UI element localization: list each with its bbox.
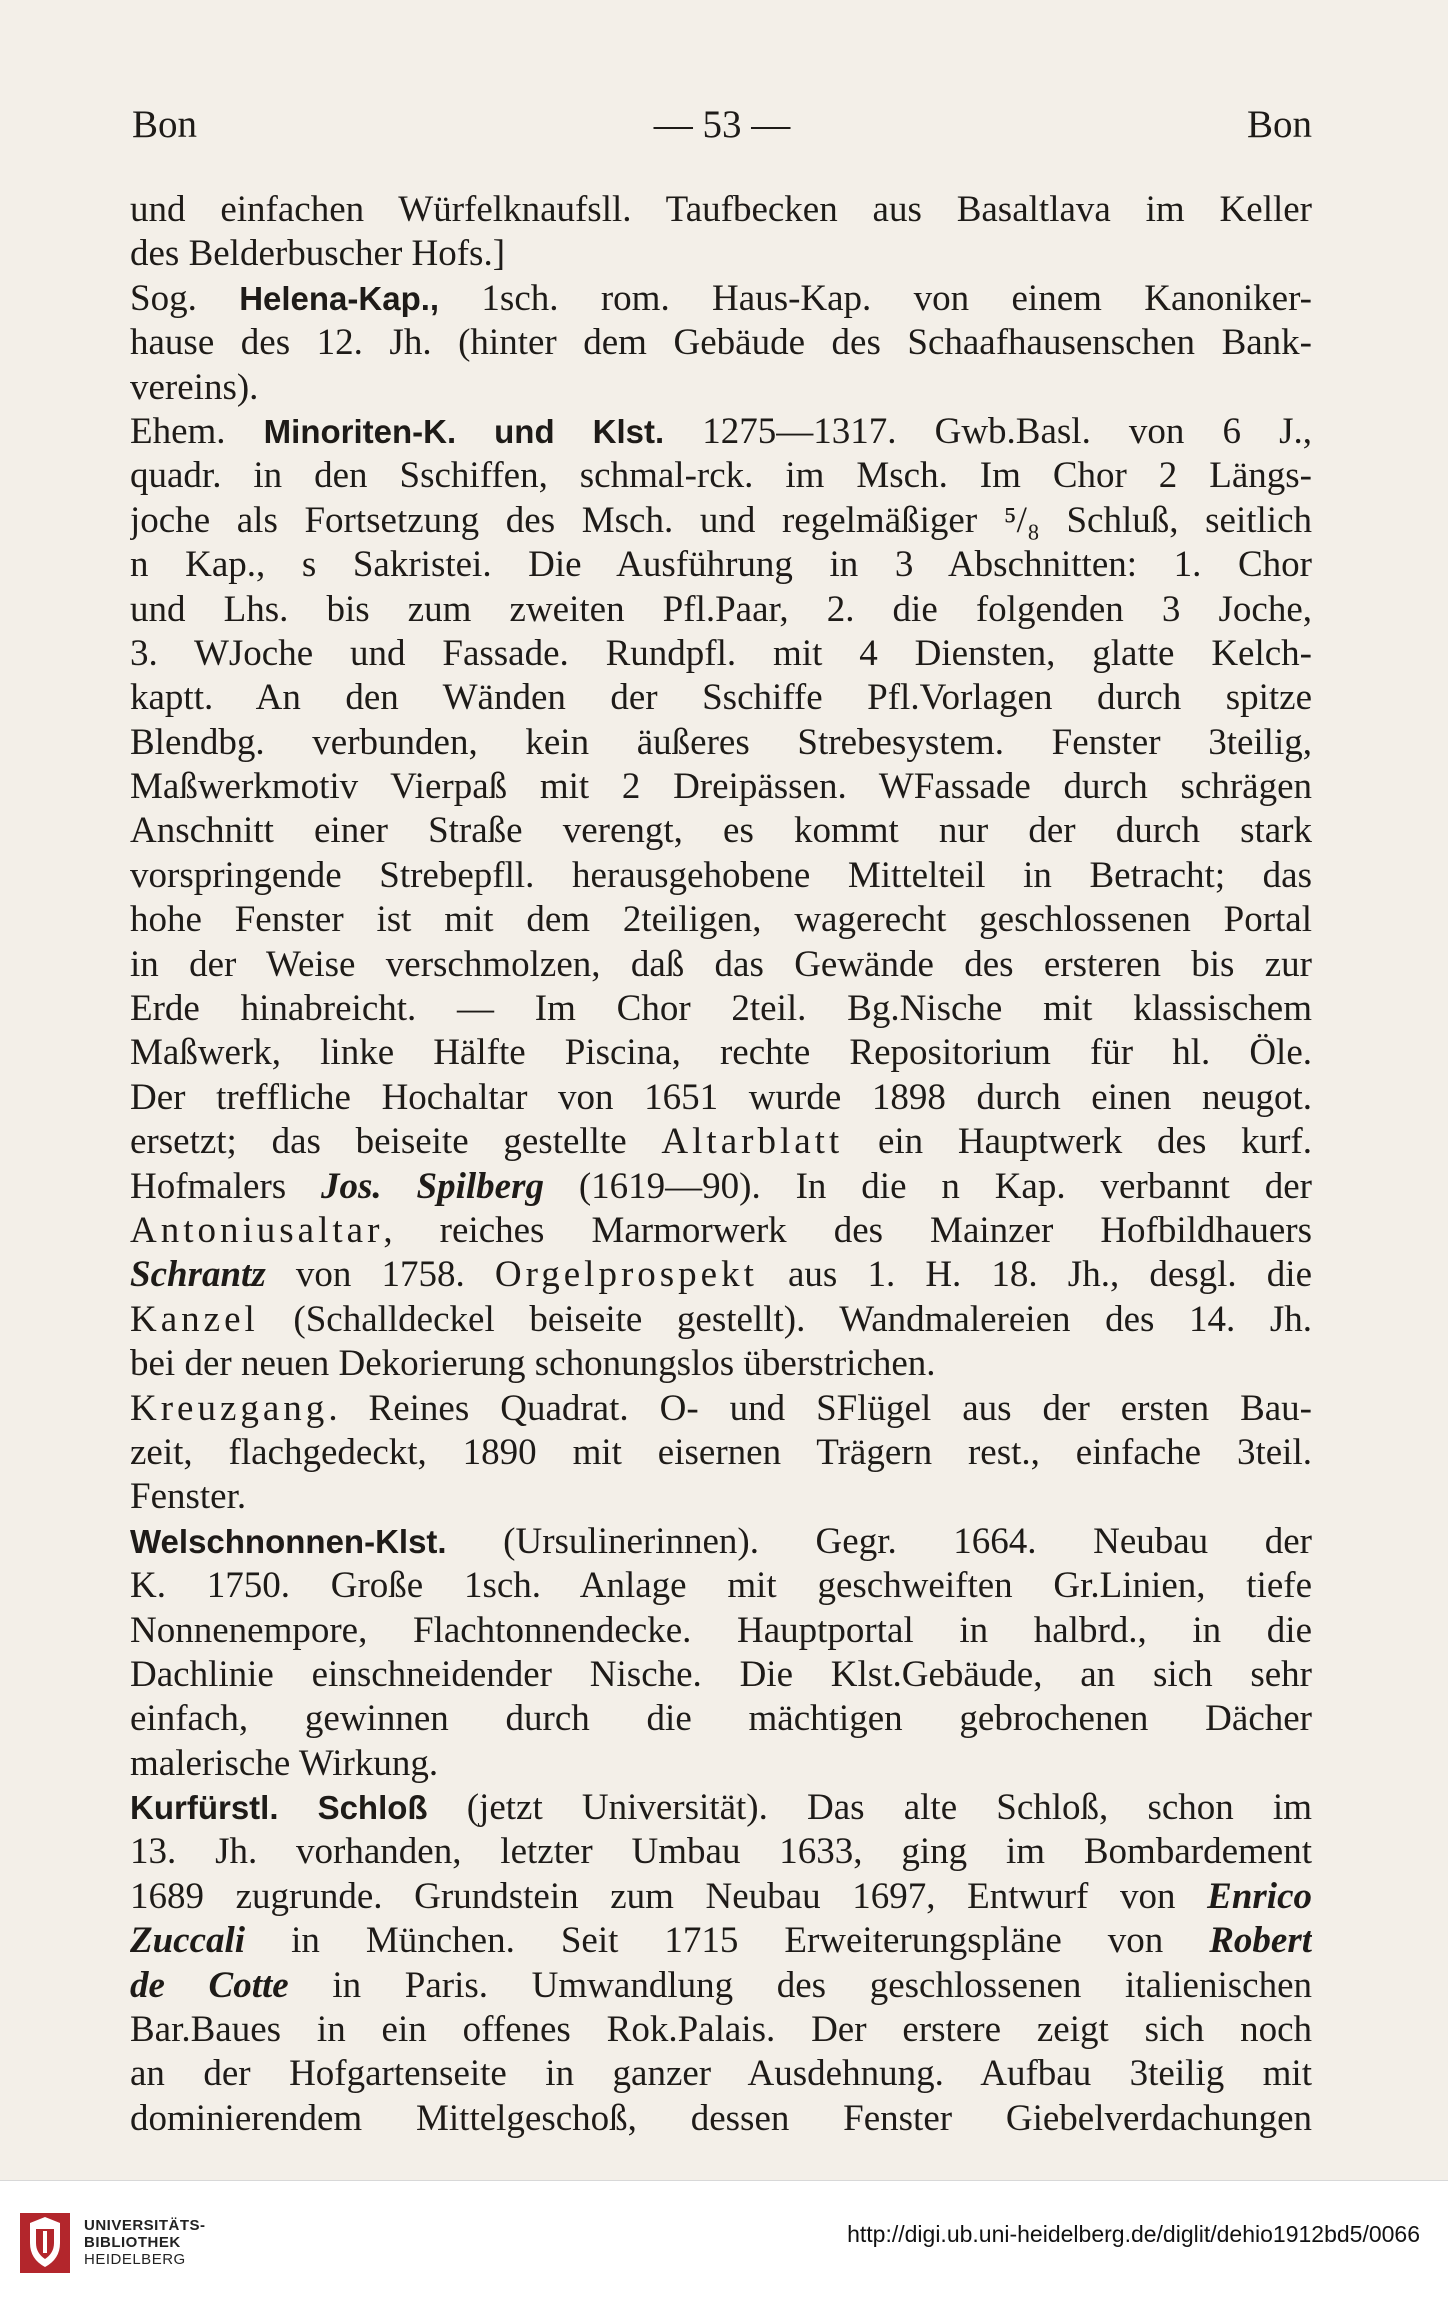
text-line: ersetzt; das beiseite gestellte Altarblatt ein Hauptwerk des kurf. [130, 1121, 1312, 1163]
text-line: bei der neuen Dekorierung schonungslos überstrichen. [130, 1343, 936, 1385]
text-line: Kreuzgang. Reines Quadrat. O- und SFlügel aus der ersten Bau- [130, 1387, 1312, 1429]
text-line: hause des 12. Jh. (hinter dem Gebäude des Schaafhausenschen Bank- [130, 322, 1312, 364]
text-line: malerische Wirkung. [130, 1742, 439, 1784]
text-line: 1689 zugrunde. Grundstein zum Neubau 1697, Entwurf von Enrico [130, 1875, 1312, 1917]
text-line: Bar.Baues in ein offenes Rok.Palais. Der erstere zeigt sich noch [130, 2009, 1312, 2051]
spaced-term: Kanzel [130, 1298, 259, 1340]
artist-name: Robert [1209, 1920, 1312, 1962]
text-line: kaptt. An den Wänden der Sschiffe Pfl.Vorlagen durch spitze [130, 677, 1312, 719]
text-line: Schrantz von 1758. Orgelprospekt aus 1. H. 18. Jh., desgl. die [130, 1254, 1312, 1296]
running-header [132, 102, 1312, 158]
artist-name: Enrico [1207, 1875, 1312, 1917]
text-line: Zuccali in München. Seit 1715 Erweiterungspläne von Robert [130, 1920, 1312, 1962]
header-left: Bon [132, 103, 198, 146]
spaced-term: Antoniusaltar [130, 1209, 384, 1251]
text-line: Hofmalers Jos. Spilberg (1619—90). In die n Kap. verbannt der [130, 1165, 1312, 1207]
text-line: in der Weise verschmolzen, daß das Gewände des ersteren bis zur [130, 943, 1312, 985]
text-line: joche als Fortsetzung des Msch. und regelmäßiger ⁵/₈ Schluß, seitlich [130, 499, 1312, 541]
text-line: Blendbg. verbunden, kein äußeres Strebesystem. Fenster 3teilig, [130, 721, 1312, 763]
text-line: Maßwerk, linke Hälfte Piscina, rechte Repositorium für hl. Öle. [130, 1032, 1312, 1074]
page-number: — 53 — [653, 103, 791, 146]
text-line: an der Hofgartenseite in ganzer Ausdehnung. Aufbau 3teilig mit [130, 2053, 1312, 2095]
text-line: Der treffliche Hochaltar von 1651 wurde 1898 durch einen neugot. [130, 1076, 1312, 1118]
header-right: Bon [1246, 103, 1312, 146]
text-line: Welschnonnen-Klst. (Ursulinerinnen). Gegr. 1664. Neubau der [130, 1520, 1312, 1562]
text-line: 3. WJoche und Fassade. Rundpfl. mit 4 Diensten, glatte Kelch- [130, 632, 1312, 674]
artist-name: Jos. Spilberg [321, 1165, 544, 1207]
text-line: Maßwerkmotiv Vierpaß mit 2 Dreipässen. WFassade durch schrägen [130, 766, 1312, 808]
library-name: UNIVERSITÄTS- BIBLIOTHEK HEIDELBERG [84, 2217, 206, 2268]
text-line: Sog. Helena-Kap., 1sch. rom. Haus-Kap. von einem Kanoniker- [130, 277, 1312, 319]
artist-name: de Cotte [130, 1964, 289, 2006]
entry-heading: Minoriten-K. und Klst. [263, 412, 665, 450]
text-line: Nonnenempore, Flachtonnendecke. Hauptportal in halbrd., in die [130, 1609, 1312, 1651]
entry-heading: Kurfürstl. Schloß [130, 1789, 428, 1827]
text-line: dominierendem Mittelgeschoß, dessen Fenster Giebelverdachungen [130, 2097, 1312, 2139]
text-line: quadr. in den Sschiffen, schmal-rck. im Msch. Im Chor 2 Längs- [130, 455, 1312, 497]
source-url-link[interactable]: http://digi.ub.uni-heidelberg.de/diglit/dehio1912bd5/0066 [847, 2221, 1420, 2247]
text-line: Antoniusaltar, reiches Marmorwerk des Mainzer Hofbildhauers [130, 1209, 1312, 1251]
entry-heading: Welschnonnen-Klst. [130, 1522, 447, 1560]
artist-name: Zuccali [130, 1920, 246, 1962]
text-line: de Cotte in Paris. Umwandlung des geschlossenen italienischen [130, 1964, 1312, 2006]
body-text [130, 188, 1312, 2141]
text-line: hohe Fenster ist mit dem 2teiligen, wagerecht geschlossenen Portal [130, 899, 1312, 941]
text-line: 13. Jh. vorhanden, letzter Umbau 1633, ging im Bombardement [130, 1831, 1312, 1873]
text-line: des Belderbuscher Hofs.] [130, 233, 506, 275]
text-line: Erde hinabreicht. — Im Chor 2teil. Bg.Nische mit klassischem [130, 988, 1312, 1030]
text-line: Ehem. Minoriten-K. und Klst. 1275—1317. Gwb.Basl. von 6 J., [130, 410, 1312, 452]
artist-name: Schrantz [130, 1254, 266, 1296]
text-line: Kurfürstl. Schloß (jetzt Universität). Das alte Schloß, schon im [130, 1787, 1312, 1829]
text-line: Kanzel (Schalldeckel beiseite gestellt). Wandmalereien des 14. Jh. [130, 1298, 1312, 1340]
spaced-term: Kreuzgang [130, 1387, 329, 1429]
text-line: Fenster. [130, 1476, 247, 1518]
text-line: K. 1750. Große 1sch. Anlage mit geschweiften Gr.Linien, tiefe [130, 1565, 1312, 1607]
text-line: und einfachen Würfelknaufsll. Taufbecken aus Basaltlava im Keller [130, 189, 1312, 230]
digitization-footer [0, 2180, 1448, 2307]
spaced-term: Orgelprospekt [494, 1254, 758, 1296]
text-line: einfach, gewinnen durch die mächtigen gebrochenen Dächer [130, 1698, 1312, 1740]
text-line: vorspringende Strebepfll. herausgehobene Mittelteil in Betracht; das [130, 854, 1312, 896]
text-line: vereins). [130, 366, 259, 408]
university-library-logo-icon [16, 2209, 74, 2277]
text-line: Anschnitt einer Straße verengt, es kommt nur der durch stark [130, 810, 1312, 852]
text-line: und Lhs. bis zum zweiten Pfl.Paar, 2. die folgenden 3 Joche, [130, 588, 1312, 630]
spaced-term: Altarblatt [661, 1121, 844, 1163]
text-line: zeit, flachgedeckt, 1890 mit eisernen Trägern rest., einfache 3teil. [130, 1431, 1312, 1473]
text-line: n Kap., s Sakristei. Die Ausführung in 3 Abschnitten: 1. Chor [130, 544, 1312, 586]
text-line: Dachlinie einschneidender Nische. Die Klst.Gebäude, an sich sehr [130, 1653, 1312, 1695]
entry-heading: Helena-Kap., [239, 279, 440, 317]
